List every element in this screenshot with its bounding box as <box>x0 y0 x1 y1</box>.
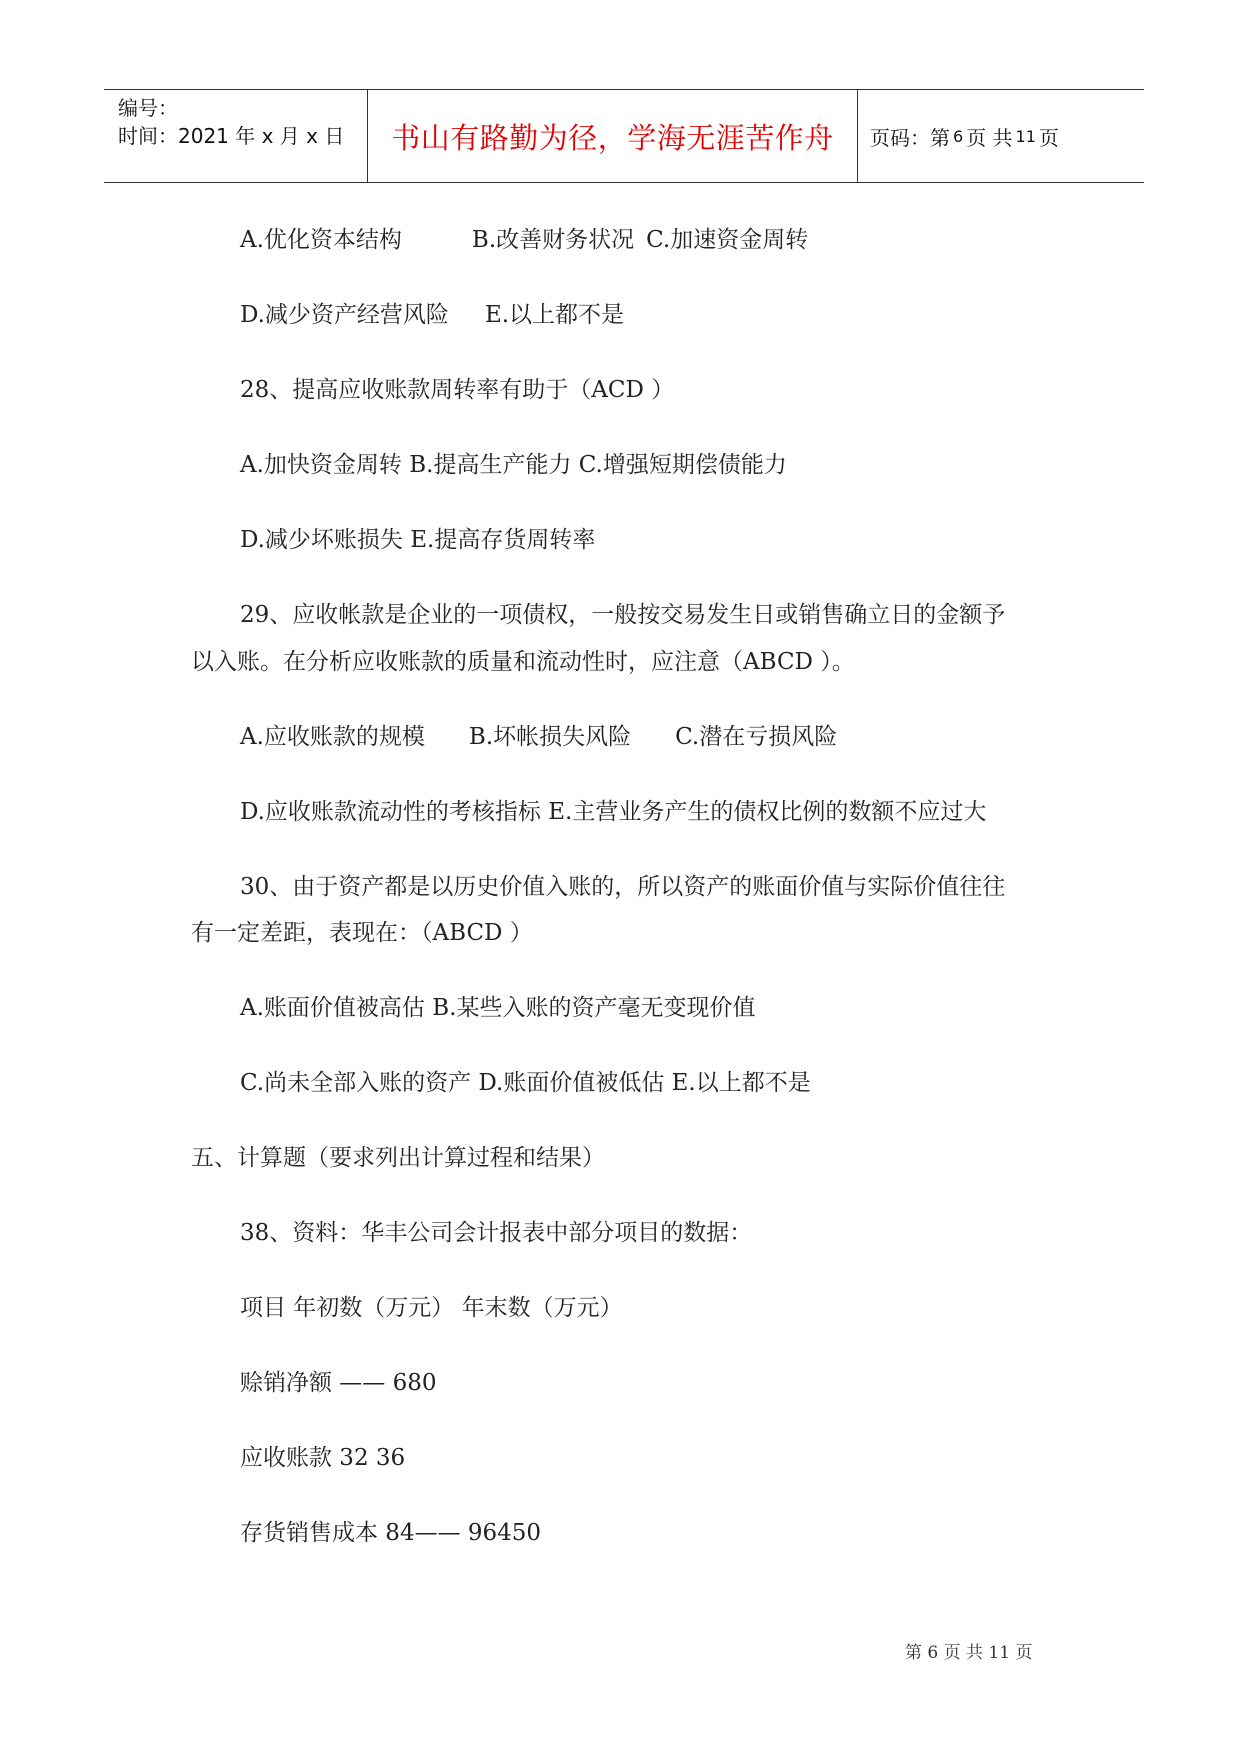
page-footer: 第 6 页 共 11 页 <box>905 1643 1033 1663</box>
question-30-line2: 有一定差距，表现在：（ABCD ） <box>191 920 533 946</box>
option-line: D.减少坏账损失 E.提高存货周转率 <box>240 527 596 553</box>
data-line: 应收账款 32 36 <box>240 1445 406 1471</box>
option-line: A.加快资金周转 B.提高生产能力 C.增强短期偿债能力 <box>240 452 787 478</box>
option-line: A.账面价值被高估 B.某些入账的资产毫无变现价值 <box>240 995 756 1021</box>
option-e: E.以上都不是 <box>484 302 625 328</box>
option-line <box>240 293 624 337</box>
option-b: B.坏帐损失风险 <box>468 724 632 750</box>
option-line <box>240 715 837 759</box>
question-30-line1: 30、由于资产都是以历史价值入账的，所以资产的账面价值与实际价值往往 <box>240 874 1006 900</box>
data-line: 存货销售成本 84—— 96450 <box>240 1520 542 1546</box>
option-line <box>240 218 808 262</box>
question-29-line2: 以入账。在分析应收账款的质量和流动性时，应注意（ABCD ）。 <box>191 649 855 675</box>
option-c: C.加速资金周转 <box>646 227 809 253</box>
page-number: 6 <box>953 126 964 146</box>
data-line: 项目 年初数（万元） 年末数（万元） <box>240 1295 623 1321</box>
data-line: 赊销净额 —— 680 <box>240 1370 437 1396</box>
question-38: 38、资料：华丰公司会计报表中部分项目的数据： <box>240 1220 753 1246</box>
section-heading: 五、计算题（要求列出计算过程和结果） <box>191 1145 605 1171</box>
option-a: A.优化资本结构 <box>240 227 402 253</box>
question-28: 28、提高应收账款周转率有助于（ACD ） <box>240 377 675 403</box>
serial-label: 编号： <box>118 96 178 120</box>
page-mid: 页 共 <box>966 125 1013 150</box>
header-page-info <box>858 90 1144 182</box>
header-motto: 书山有路勤为径，学海无涯苦作舟 <box>368 90 858 182</box>
option-b: B.改善财务状况 <box>471 227 635 253</box>
page-suffix: 页 <box>1038 125 1059 150</box>
question-29-line1: 29、应收帐款是企业的一项债权，一般按交易发生日或销售确立日的金额予 <box>240 602 1006 628</box>
time-label: 时间：2021 年 x 月 x 日 <box>118 124 345 148</box>
option-line: D.应收账款流动性的考核指标 E.主营业务产生的债权比例的数额不应过大 <box>240 799 987 825</box>
page-total: 11 <box>1015 126 1036 146</box>
option-d: D.减少资产经营风险 <box>240 302 449 328</box>
header-meta <box>104 90 368 182</box>
option-a: A.应收账款的规模 <box>240 724 425 750</box>
page-prefix: 页码：第 <box>870 125 950 150</box>
option-c: C.潜在亏损风险 <box>675 724 838 750</box>
option-line: C.尚未全部入账的资产 D.账面价值被低估 E.以上都不是 <box>240 1070 811 1096</box>
document-header <box>104 89 1144 183</box>
